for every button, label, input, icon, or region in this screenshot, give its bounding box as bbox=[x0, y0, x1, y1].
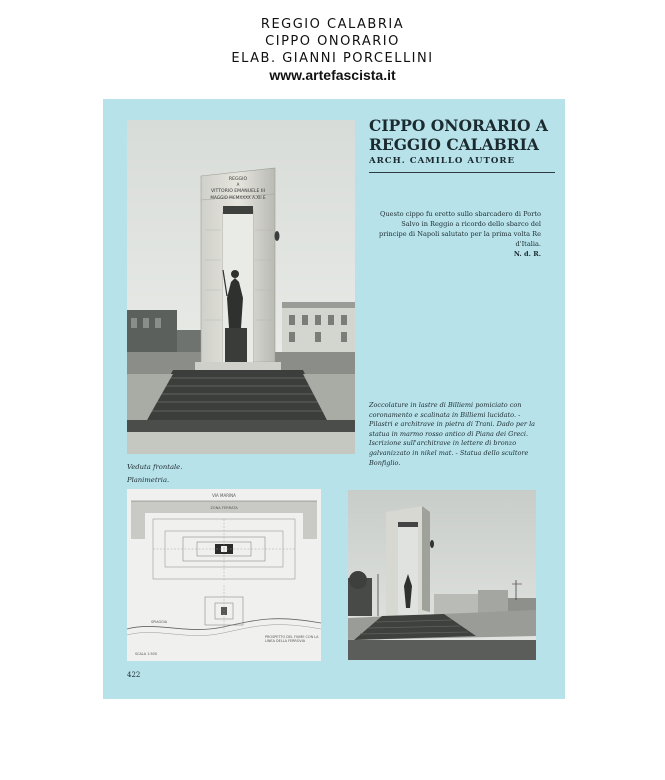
inscription-line-3: VITTORIO EMANUELE III bbox=[211, 189, 265, 194]
article-subtitle: ARCH. CAMILLO AUTORE bbox=[369, 156, 516, 166]
plan-inner-label: ZONA FERRATA bbox=[210, 506, 238, 510]
site-plan-illustration bbox=[127, 489, 321, 661]
editorial-note bbox=[373, 209, 541, 259]
header-line-1: REGGIO CALABRIA bbox=[260, 17, 405, 32]
magazine-page bbox=[103, 99, 565, 699]
header-line-2: CIPPO ONORARIO bbox=[265, 34, 400, 49]
plan-top-label: VIA MARINA bbox=[212, 493, 236, 498]
editorial-note-signature: N. d. R. bbox=[513, 250, 541, 258]
materials-description: Zoccolature in lastre di Billiemi pomiciato con coronamento e scalinata in Billiemi lucidato. - Pilastri e architrave in pietra di Trani. Dado per la statua in marmo rosso antico di Piana dei Greci. Iscrizione sull'architrave in lettere di bronzo galvanizzato in nikel mat. - Statua dello scultore Bonfiglio. bbox=[369, 401, 536, 467]
caption-plan: Planimetria. bbox=[127, 476, 170, 484]
article-title bbox=[369, 116, 555, 154]
watermark-header bbox=[0, 16, 665, 83]
article-title-line-1: CIPPO ONORARIO A bbox=[369, 116, 548, 135]
title-rule bbox=[369, 172, 555, 173]
side-view-photo bbox=[348, 490, 536, 660]
inscription-line-4: MAGGIO MCMXXXX A.XII E bbox=[210, 195, 266, 200]
side-view-illustration bbox=[348, 490, 536, 660]
header-line-3: ELAB. GIANNI PORCELLINI bbox=[231, 51, 434, 66]
page-number: 422 bbox=[127, 671, 141, 679]
plan-legend: PROSPETTO DEL FIUME CON LA LINEA DELLA FERROVIA bbox=[265, 635, 319, 643]
front-view-photo bbox=[127, 120, 355, 454]
plan-scale-label: SCALA 1:500 bbox=[135, 652, 157, 656]
plan-sea-label: SPIAGGIA bbox=[151, 620, 168, 624]
caption-front-view: Veduta frontale. bbox=[127, 463, 183, 471]
front-view-illustration bbox=[127, 120, 355, 454]
site-plan-drawing bbox=[127, 489, 321, 661]
inscription-line-1: REGGIO bbox=[228, 177, 248, 182]
editorial-note-text: Questo cippo fu eretto sullo sbarcadero di Porto Salvo in Reggio a ricordo dello sbarco del principe di Napoli salutato per la prima volta Re d'Italia. bbox=[379, 210, 541, 248]
inscription-line-2: A bbox=[236, 182, 240, 187]
article-title-line-2: REGGIO CALABRIA bbox=[369, 135, 539, 154]
header-url[interactable]: www.artefascista.it bbox=[269, 67, 396, 83]
